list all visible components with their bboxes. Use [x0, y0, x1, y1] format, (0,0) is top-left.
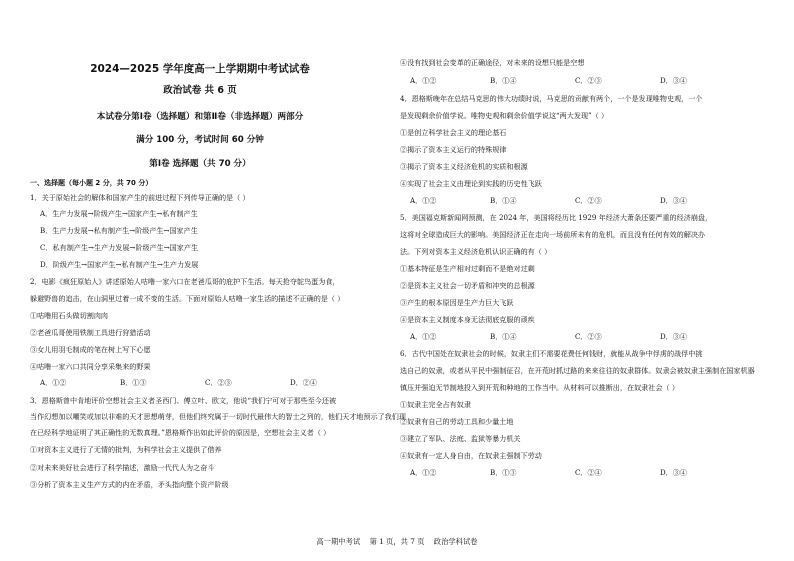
q3-stem-line3: 在已经科学地证明了其正确性的无数真理。”恩格斯作出如此评价的原因是，空想社会主义者（ ） — [30, 428, 331, 437]
q6-options — [400, 468, 745, 478]
page-footer: 高一期中考试 第 1 页，共 7 页 政治学科试卷 — [316, 537, 478, 546]
q5-stem-line3: 法。下列对资本主义经济危机认识正确的有（ ） — [400, 247, 552, 256]
exam-structure-note: 本试卷分第Ⅰ卷（选择题）和第Ⅱ卷（非选择题）两部分 — [96, 112, 304, 122]
q6-statement-1: ①奴隶主完全占有奴隶 — [400, 400, 471, 409]
q2-statement-2: ②老爸瓜哥使用铁制工具进行狩猎活动 — [30, 328, 151, 337]
exam-subtitle: 政治试卷 共 6 页 — [163, 85, 237, 96]
q1-option-b: B．生产力发展→私有制产生→阶级产生→国家产生 — [40, 226, 198, 235]
q5-stem-line1: 5．美国福克斯新闻网预测，在 2024 年，美国将经历比 1929 年经济大萧条还要严重的经济崩盘， — [400, 213, 713, 222]
q3-statement-3: ③分析了资本主义生产方式的内在矛盾，矛头指向整个资产阶级 — [30, 480, 229, 489]
q5-option-b: B．①④ — [490, 332, 517, 341]
q6-option-d: D．③④ — [660, 468, 687, 477]
q5-option-d: D．③④ — [660, 332, 687, 341]
q1-stem: 1．关于原始社会的解体和国家产生的前进过程下列传导正确的是（ ） — [30, 193, 250, 202]
q3-stem-line2: 当作幻想加以嘲笑或加以非难的天才思想萌芽，但他们终究属于一切时代最伟大的智士之列的，他们天才地预示了我们现 — [30, 412, 406, 421]
q3-stem-line1: 3．恩格斯曾中肯地评价空想社会主义者圣西门、傅立叶、欧文，他说“我们宁可对于那些至今还被 — [30, 396, 337, 405]
part-one-heading: 第Ⅰ卷 选择题（共 70 分） — [149, 159, 251, 169]
q2-option-c: C．②③ — [205, 378, 232, 387]
q4-statement-4: ④实现了社会主义由理论到实践的历史性飞跃 — [400, 179, 542, 188]
q6-option-c: C．②④ — [575, 468, 602, 477]
q4-statement-2: ②揭示了资本主义运行的特殊规律 — [400, 145, 507, 154]
q4-stem-line2: 是发现剩余价值学说。唯物史观和剩余价值学说这“两大发现”（ ） — [400, 111, 609, 120]
q2-option-d: D．②④ — [290, 378, 317, 387]
q3-options — [400, 76, 745, 86]
q3-option-a: A．①② — [410, 76, 437, 85]
q5-options — [400, 332, 745, 342]
q5-stem-line2: 这将对全球造成巨大的影响。美国经济正在走向一场前所未有的危机，而且没有任何有效的解决办 — [400, 230, 706, 239]
q1-option-d: D．阶级产生→国家产生→私有制产生→生产力发展 — [40, 260, 199, 269]
q2-statement-1: ①咕噜用石头做切割肉肉 — [30, 311, 109, 320]
q2-options — [30, 378, 375, 388]
q4-option-a: A．①② — [410, 196, 437, 205]
q2-statement-3: ③女儿用羽毛制成的笔在树上写下心愿 — [30, 345, 151, 354]
q2-option-a: A．①② — [40, 378, 67, 387]
q6-option-a: A．①② — [410, 468, 437, 477]
q2-stem-line2: 躲避野兽的追击，在山洞里过着一成不变的生活。下面对原始人咕噜一家生活的描述不正确的是（ ） — [30, 294, 345, 303]
q5-statement-4: ④是资本主义制度本身无法彻底克服的顽疾 — [400, 315, 535, 324]
q4-statement-3: ③揭示了资本主义经济危机的实质和根源 — [400, 162, 528, 171]
q4-statement-1: ①是创立科学社会主义的理论基石 — [400, 128, 507, 137]
q6-statement-3: ③建立了军队、法庭、监狱等暴力机关 — [400, 434, 521, 443]
q2-option-b: B．①③ — [120, 378, 147, 387]
q6-stem-line2: 选自己的奴隶，或者从平民中强制征召，在开荒时抓过路的来来往往的奴隶群体。奴隶会被奴隶主强制在国家机器 — [400, 366, 755, 375]
q6-option-b: B．①③ — [490, 468, 517, 477]
q1-option-c: C．私有制产生→生产力发展→阶级产生→国家产生 — [40, 243, 199, 252]
q5-statement-3: ③产生的根本原因是生产力巨大飞跃 — [400, 298, 514, 307]
section-title: 一、选择题（每小题 2 分，共 70 分） — [30, 179, 153, 187]
q5-option-a: A．①② — [410, 332, 437, 341]
q1-option-a: A．生产力发展→阶级产生→国家产生→私有制产生 — [40, 209, 198, 218]
q2-statement-4: ④咕噜一家六口共同分享采集来的野果 — [30, 362, 151, 371]
q2-stem-line1: 2．电影《疯狂原始人》讲述原始人咕噜一家六口在老爸瓜哥的庇护下生活。每天抢夺鸵鸟蛋为食， — [30, 277, 340, 286]
q3-statement-2: ②对未来美好社会进行了科学描述，激励一代代人为之奋斗 — [30, 463, 215, 472]
q6-stem-line3: 镇压并强迫无节制地投入到开荒和种地的工作当中。从材料可以推断出，在奴隶社会（ ） — [400, 383, 679, 392]
q4-stem-line1: 4．恩格斯晚年在总结马克思的伟大功绩时说，马克思的贡献有两个，一个是发现唯物史观，一个 — [400, 94, 703, 103]
q6-statement-4: ④奴隶有一定人身自由，在奴隶主强制下劳动 — [400, 451, 542, 460]
q6-stem-line1: 6．古代中国处在奴隶社会的时候，奴隶主们不需要花费任何钱财，就能从战争中俘虏的战俘中挑 — [400, 349, 703, 358]
q3-option-d: D．③④ — [660, 76, 687, 85]
q4-option-d: D．③④ — [660, 196, 687, 205]
exam-score-time: 满分 100 分，考试时间 60 分钟 — [136, 135, 264, 145]
q3-option-b: B．①④ — [490, 76, 517, 85]
q4-option-b: B．①④ — [490, 196, 517, 205]
q4-option-c: C．②③ — [575, 196, 602, 205]
q6-statement-2: ②奴隶有自己的劳动工具和少量土地 — [400, 417, 514, 426]
q3-statement-1: ①对资本主义进行了无情的批判，为科学社会主义提供了借养 — [30, 445, 222, 454]
q3-statement-4: ④没有找到社会变革的正确途径，对未来的设想只能是空想 — [400, 58, 585, 67]
q3-option-c: C．②③ — [575, 76, 602, 85]
q5-statement-1: ①基本特征是生产相对过剩而不是绝对过剩 — [400, 264, 535, 273]
q5-statement-2: ②是资本主义社会一切矛盾和冲突的总根源 — [400, 281, 535, 290]
q4-options — [400, 196, 745, 206]
q5-option-c: C．②③ — [575, 332, 602, 341]
exam-title: 2024—2025 学年度高一上学期期中考试试卷 — [90, 63, 310, 75]
